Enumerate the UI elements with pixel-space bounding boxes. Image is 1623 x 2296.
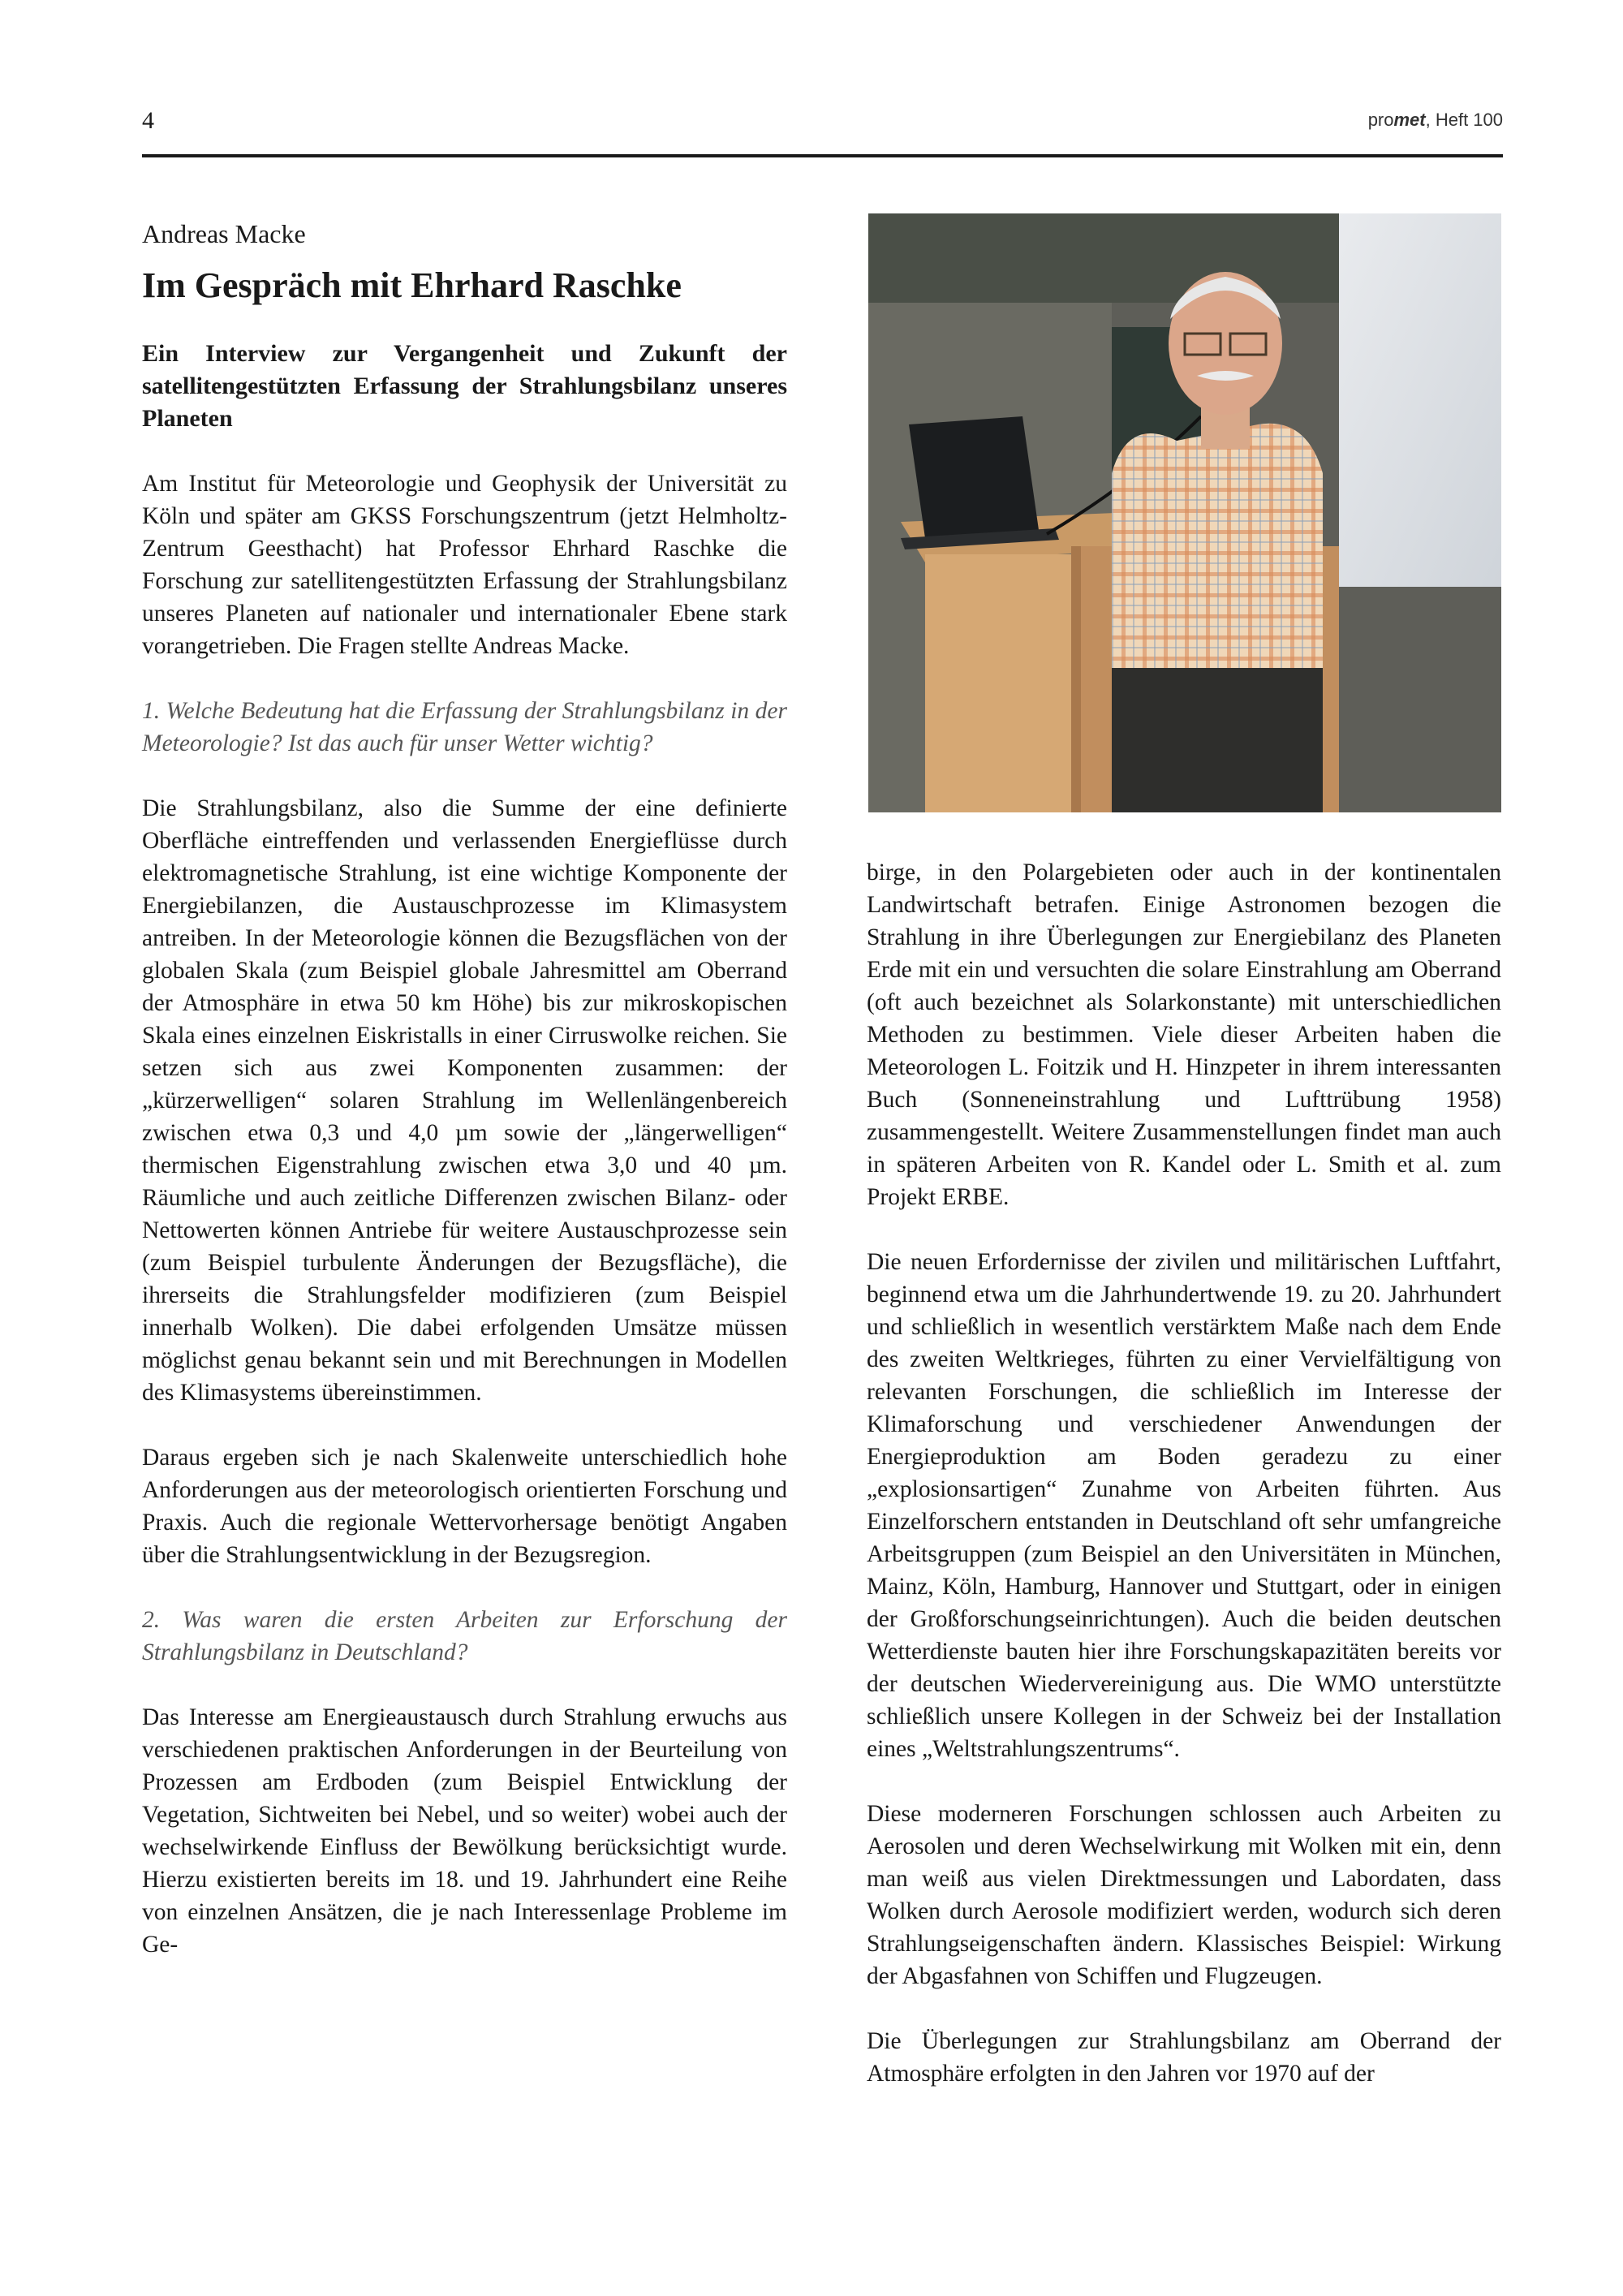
journal-prefix: pro bbox=[1367, 110, 1394, 130]
question-1: 1. Welche Bedeutung hat die Erfassung der Strahlungsbilanz in der Meteorologie? Ist das auch für unser Wetter wichtig? bbox=[142, 697, 787, 756]
page-number: 4 bbox=[142, 107, 154, 134]
article-subtitle: Ein Interview zur Vergangenheit und Zukunft der satellitengestützten Erfassung der Strahlungsbilanz unseres Planeten bbox=[142, 339, 787, 432]
answer-1-paragraph-1: Die Strahlungsbilanz, also die Summe der eine definierte Oberfläche eintreffenden und verlassenden Energieflüsse durch elektromagnetische Strahlung, ist eine wichtige Komponente der Energiebilanzen, die Austauschprozesse im Klimasystem antreiben. In der Meteorologie können die Bezugsflächen von der globalen Skala (zum Beispiel globale Jahresmittel am Oberrand der Atmosphäre in etwa 50 km Höhe) bis zur mikroskopischen Skala eines einzelnen Eiskristalls in einer Cirruswolke reichen. Sie setzen sich aus zwei Komponenten zusammen: der „kürzerwelligen“ solaren Strahlung im Wellenlängenbereich zwischen etwa 0,3 und 4,0 µm sowie der „längerwelligen“ thermischen Eigenstrahlung zwischen etwa 3,0 und 40 µm. Räumliche und auch zeitliche Differenzen zwischen Bilanz- oder Nettowerten können Antriebe für weitere Austauschprozesse sein (zum Beispiel turbulente Änderungen der Bezugsfläche), die ihrerseits die Strahlungsfelder modifizieren (zum Beispiel innerhalb Wolken). Die dabei erfolgenden Umsätze müssen möglichst genau bekannt sein und mit Berechnungen in Modellen des Klimasystems übereinstimmen. bbox=[142, 795, 787, 1406]
running-head bbox=[1368, 110, 1503, 131]
intro-paragraph: Am Institut für Meteorologie und Geophysik der Universität zu Köln und später am GKSS Forschungszentrum (jetzt Helmholtz-Zentrum Geesthacht) hat Professor Ehrhard Raschke die Forschung zur satellitengestützten Erfassung der Strahlungsbilanz unseres Planeten auf nationaler und internationaler Ebene stark vorangetrieben. Die Fragen stellte Andreas Macke. bbox=[142, 470, 787, 659]
header-rule bbox=[142, 154, 1503, 157]
right-column bbox=[867, 856, 1501, 2122]
speaker-photo bbox=[868, 213, 1501, 812]
answer-2-paragraph-1: Das Interesse am Energieaustausch durch Strahlung erwuchs aus verschiedenen praktischen Anforderungen in der Beurteilung von Prozessen am Erdboden (zum Beispiel Entwicklung der Vegetation, Sichtweiten bei Nebel, und so weiter) wobei auch der wechselwirkende Einfluss der Bewölkung berücksichtigt wurde. Hierzu existierten bereits im 18. und 19. Jahrhundert eine Reihe von einzelnen Ansätzen, die je nach Interessenlage Probleme im Ge- bbox=[142, 1704, 787, 1958]
question-2: 2. Was waren die ersten Arbeiten zur Erforschung der Strahlungsbilanz in Deutschland? bbox=[142, 1606, 787, 1665]
right-paragraph-1: birge, in den Polargebieten oder auch in der kontinentalen Landwirtschaft betrafen. Einige Astronomen bezogen die Strahlung in ihre Überlegungen zur Energiebilanz des Planeten Erde mit ein und versuchten die solare Einstrahlung am Oberrand (oft auch bezeichnet als Solarkonstante) mit unterschiedlichen Methoden zu bestimmen. Viele dieser Arbeiten haben die Meteorologen L. Foitzik und H. Hinzpeter in ihrem interessanten Buch (Sonneneinstrahlung und Lufttrübung 1958) zusammengestellt. Weitere Zusammenstellungen findet man auch in späteren Arbeiten von R. Kandel oder L. Smith et al. zum Projekt ERBE. bbox=[867, 859, 1501, 1210]
article-title: Im Gespräch mit Ehrhard Raschke bbox=[142, 265, 682, 305]
journal-issue: , Heft 100 bbox=[1425, 110, 1503, 130]
right-paragraph-2: Die neuen Erfordernisse der zivilen und militärischen Luftfahrt, beginnend etwa um die Jahrhundertwende 19. zu 20. Jahrhundert und schließlich in wesentlich verstärktem Maße nach dem Ende des zweiten Weltkrieges, führten zu einer Vervielfältigung von relevanten Forschungen, die schließlich im Interesse der Klimaforschung und verschiedener Anwendungen der Energieproduktion am Boden geradezu zu einer „explosionsartigen“ Zunahme von Arbeiten führten. Aus Einzelforschern entstanden in Deutschland oft sehr umfangreiche Arbeitsgruppen (zum Beispiel an den Universitäten in München, Mainz, Köln, Hamburg, Hannover und Stuttgart, oder in einigen der Großforschungseinrichtungen). Auch die beiden deutschen Wetterdienste bauten hier ihre Forschungskapazitäten bereits vor der deutschen Wiedervereinigung aus. Die WMO unterstützte schließlich unsere Kollegen in der Schweiz bei der Installation eines „Weltstrahlungszentrums“. bbox=[867, 1249, 1501, 1762]
article-author: Andreas Macke bbox=[142, 219, 306, 248]
answer-1-paragraph-2: Daraus ergeben sich je nach Skalenweite unterschiedlich hohe Anforderungen aus der meteorologisch orientierten Forschung und Praxis. Auch die regionale Wettervorhersage benötigt Angaben über die Strahlungsentwicklung in der Bezugsregion. bbox=[142, 1444, 787, 1568]
right-paragraph-3: Diese moderneren Forschungen schlossen auch Arbeiten zu Aerosolen und deren Wechselwirkung mit Wolken mit ein, denn man weiß aus vielen Direktmessungen und Labordaten, dass Wolken durch Aerosole modifiziert werden, wodurch sich deren Strahlungseigenschaften ändern. Klassisches Beispiel: Wirkung der Abgasfahnen von Schiffen und Flugzeugen. bbox=[867, 1801, 1501, 1989]
journal-name-bold: met bbox=[1393, 110, 1426, 130]
left-column bbox=[142, 219, 787, 1993]
right-paragraph-4: Die Überlegungen zur Strahlungsbilanz am Oberrand der Atmosphäre erfolgten in den Jahren vor 1970 auf der bbox=[867, 2028, 1501, 2087]
